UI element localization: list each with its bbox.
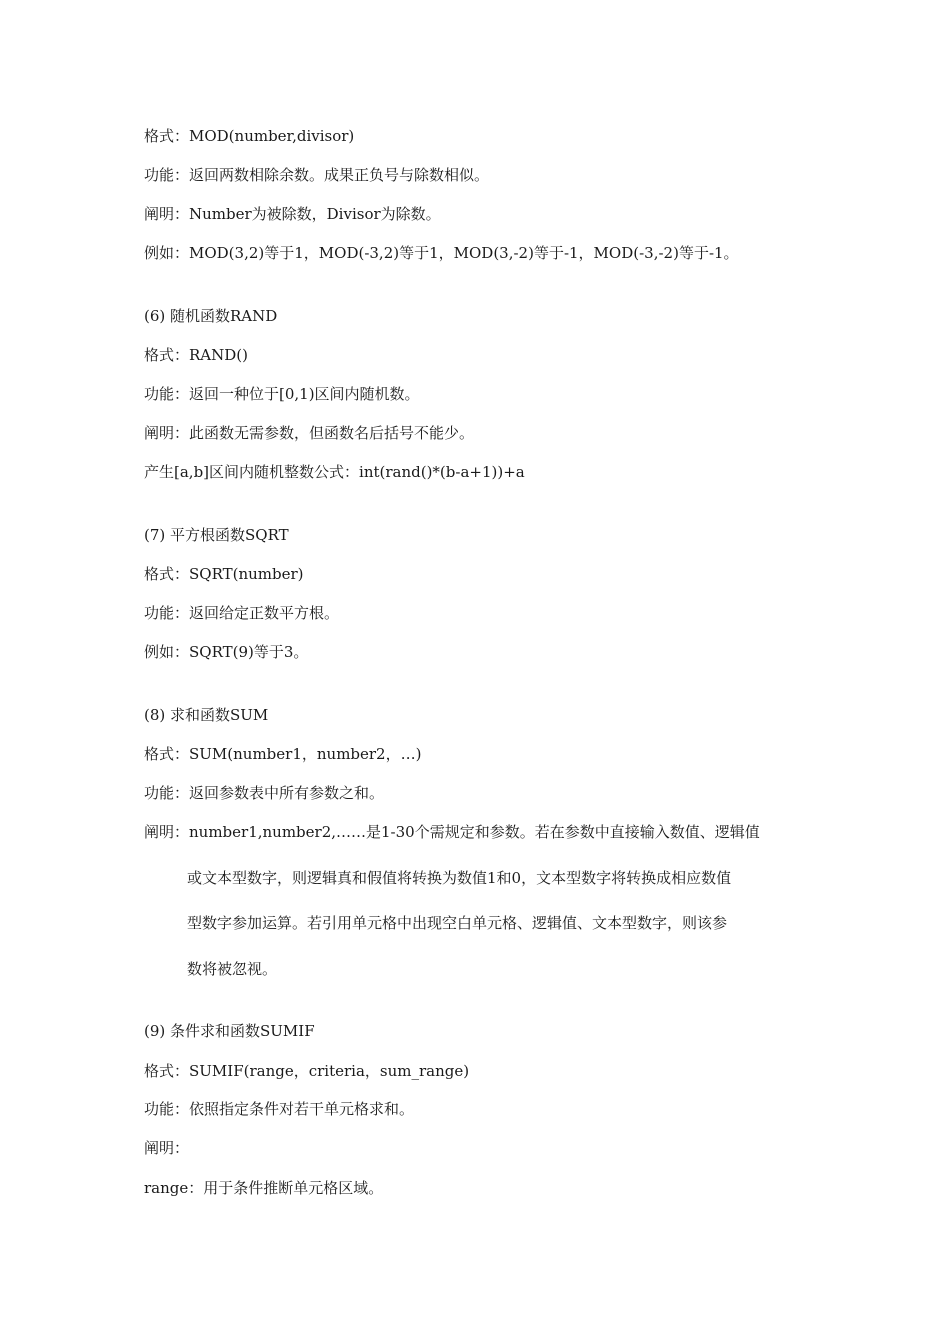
mod-explanation: 阐明：Number为被除数，Divisor为除数。 [144,205,441,223]
sqrt-format: 格式：SQRT(number) [144,565,304,583]
sum-explanation-line: 数将被忽视。 [187,960,278,978]
sumif-heading: (9) 条件求和函数SUMIF [144,1022,315,1040]
sum-explanation-line: 阐明：number1,number2,……是1-30个需规定和参数。若在参数中直接输入数值、逻辑值 [144,823,760,841]
sqrt-example: 例如：SQRT(9)等于3。 [144,643,309,661]
sum-explanation-line: 型数字参加运算。若引用单元格中出现空白单元格、逻辑值、文本型数字，则该参 [187,914,728,932]
sumif-range-description: range：用于条件推断单元格区域。 [144,1179,384,1197]
sqrt-heading: (7) 平方根函数SQRT [144,526,289,544]
sumif-format: 格式：SUMIF(range，criteria，sum_range) [144,1062,470,1080]
mod-format: 格式：MOD(number,divisor) [144,127,355,145]
rand-explanation: 阐明：此函数无需参数，但函数名后括号不能少。 [144,424,475,442]
mod-example: 例如：MOD(3,2)等于1，MOD(-3,2)等于1，MOD(3,-2)等于-1，MOD(-3,-2)等于-1。 [144,244,739,262]
sum-explanation-line: 或文本型数字，则逻辑真和假值将转换为数值1和0，文本型数字将转换成相应数值 [187,869,732,887]
rand-format: 格式：RAND() [144,346,248,364]
sumif-explanation: 阐明： [144,1139,190,1157]
sumif-function: 功能：依照指定条件对若干单元格求和。 [144,1100,415,1118]
rand-function: 功能：返回一种位于[0,1)区间内随机数。 [144,385,420,403]
sum-format: 格式：SUM(number1，number2，…) [144,745,422,763]
sqrt-function: 功能：返回给定正数平方根。 [144,604,340,622]
rand-formula: 产生[a,b]区间内随机整数公式：int(rand()*(b-a+1))+a [144,463,525,481]
rand-heading: (6) 随机函数RAND [144,307,278,325]
sum-function: 功能：返回参数表中所有参数之和。 [144,784,385,802]
mod-function: 功能：返回两数相除余数。成果正负号与除数相似。 [144,166,490,184]
sum-heading: (8) 求和函数SUM [144,706,269,724]
